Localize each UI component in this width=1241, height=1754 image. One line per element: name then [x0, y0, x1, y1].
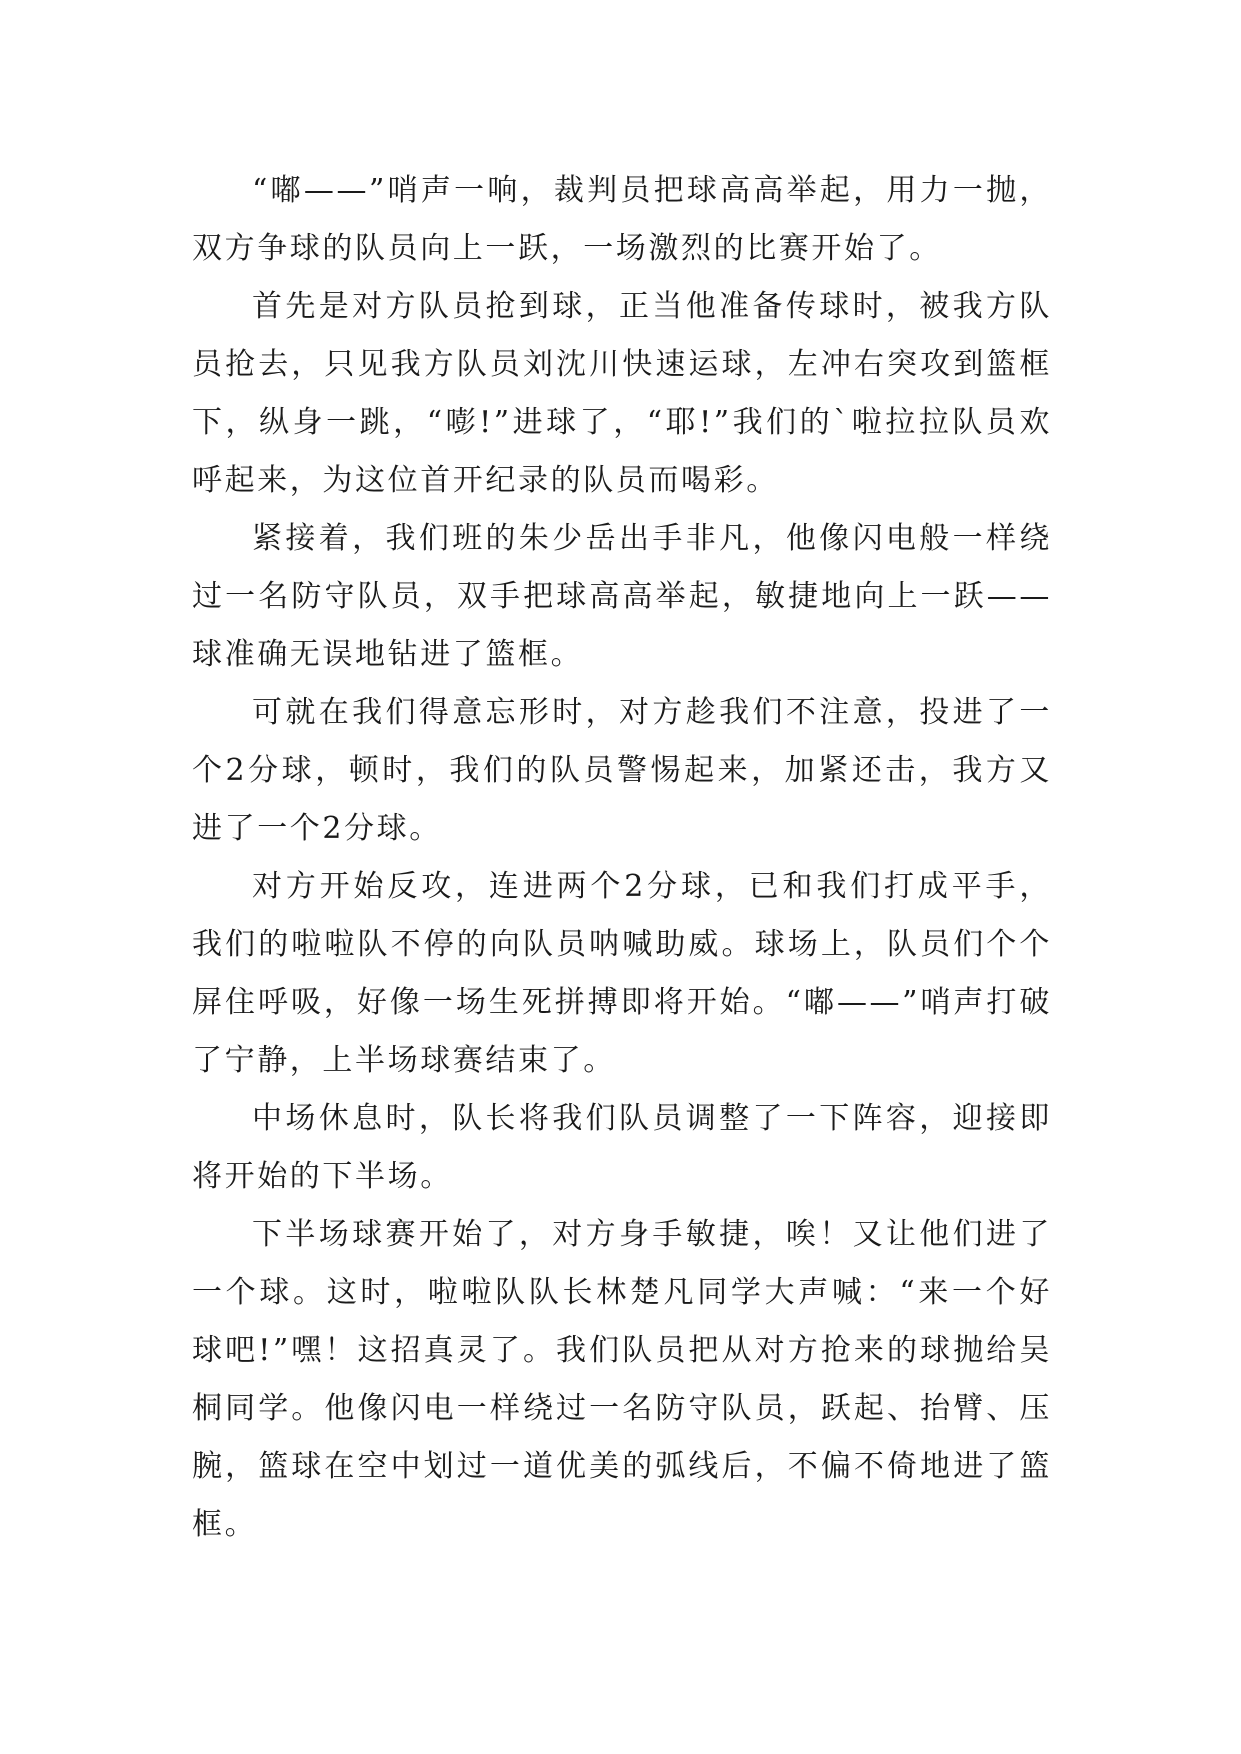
paragraph-5: 对方开始反攻，连进两个2分球，已和我们打成平手，我们的啦啦队不停的向队员呐喊助威。球场上，队员们个个屏住呼吸，好像一场生死拼搏即将开始。“嘟——”哨声打破了宁静，上半场球赛结束了。 — [192, 869, 1052, 1078]
article-body — [192, 162, 1052, 1554]
paragraph-2: 首先是对方队员抢到球，正当他准备传球时，被我方队员抢去，只见我方队员刘沈川快速运球，左冲右突攻到篮框下，纵身一跳，“嘭!”进球了，“耶!”我们的`啦拉拉队员欢呼起来，为这位首开纪录的队员而喝彩。 — [192, 289, 1052, 498]
paragraph-3: 紧接着，我们班的朱少岳出手非凡，他像闪电般一样绕过一名防守队员，双手把球高高举起，敏捷地向上一跃——球准确无误地钻进了篮框。 — [192, 521, 1052, 672]
paragraph-7: 下半场球赛开始了，对方身手敏捷，唉！又让他们进了一个球。这时，啦啦队队长林楚凡同学大声喊：“来一个好球吧!”嘿！这招真灵了。我们队员把从对方抢来的球抛给吴桐同学。他像闪电一样绕过一名防守队员，跃起、抬臂、压腕，篮球在空中划过一道优美的弧线后，不偏不倚地进了篮框。 — [192, 1217, 1052, 1542]
paragraph-1: “嘟——”哨声一响，裁判员把球高高举起，用力一抛，双方争球的队员向上一跃，一场激烈的比赛开始了。 — [192, 173, 1052, 266]
paragraph-6: 中场休息时，队长将我们队员调整了一下阵容，迎接即将开始的下半场。 — [192, 1101, 1052, 1194]
paragraph-4: 可就在我们得意忘形时，对方趁我们不注意，投进了一个2分球，顿时，我们的队员警惕起来，加紧还击，我方又进了一个2分球。 — [192, 695, 1052, 846]
